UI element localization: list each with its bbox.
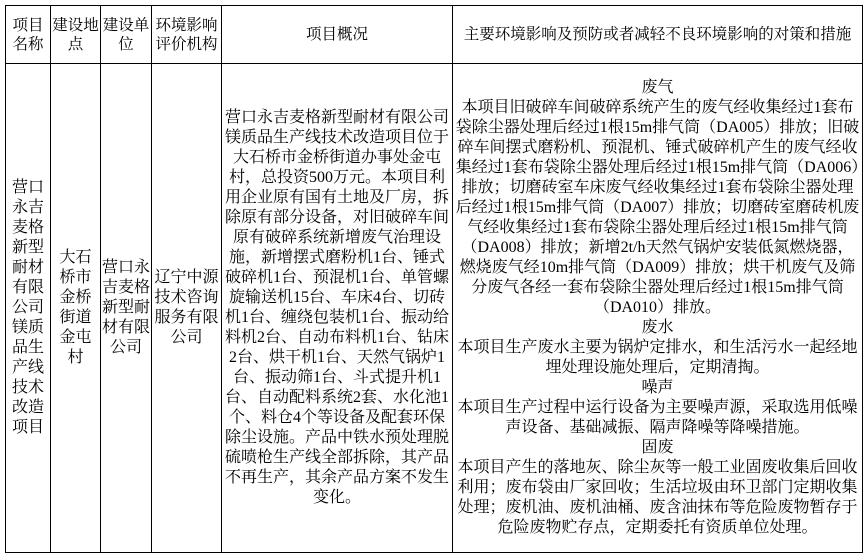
header-builder: 建设单位: [101, 6, 152, 64]
measure-heading-solid-waste: 固废: [641, 439, 674, 456]
overview-text: 营口永吉麦格新型耐材有限公司镁质品生产线技术改造项目位于大石桥市金桥街道办事处金屯村，总投资500万元。本项目利用企业原有国有土地及厂房，拆除原有部分设备，对旧破碎车间原有破碎系统新增废气治理设施，新增摆式磨粉机1台、锤式破碎机1台、预混机1台、单管螺旋输送机15台、车床4台、切砖机1台、缠绕包装机1台、振动给料机2台、自动布料机1台、钻床2台、烘干机1台、天然气锅炉1台、振动筛1台、斗式提升机1台、自动配料系统2套、水化池1个、料仓4个等设备及配套环保除尘设施。产品中铁水预处理脱硫喷枪生产线全部拆除，其产品不再生产，其余产品方案不发生变化。: [224, 109, 449, 506]
measure-heading-waste-water: 废水: [641, 319, 674, 336]
header-measures: 主要环境影响及预防或者减轻不良环境影响的对策和措施: [453, 6, 863, 64]
cell-eia-agency: 辽宁中源技术咨询服务有限公司: [152, 64, 222, 553]
measure-heading-waste-gas: 废气: [641, 79, 674, 96]
cell-measures: [453, 64, 863, 553]
cell-overview: [222, 64, 453, 553]
table-row: [6, 64, 863, 553]
header-row: [6, 6, 863, 64]
measure-text-solid-waste: 本项目产生的落地灰、除尘灰等一般工业固废收集后回收利用；废布袋由厂家回收；生活垃圾由环卫部门定期收集处理；废机油、废机油桶、废含油抹布等危险废物暂存于危险废物贮存点，定期委托有资质单位处理。: [457, 459, 858, 536]
eia-project-table: [5, 5, 863, 553]
header-eia-agency: 环境影响评价机构: [152, 6, 222, 64]
cell-builder: 营口永吉麦格新型耐材有限公司: [101, 64, 152, 553]
cell-location: 大石桥市金桥街道金屯村: [51, 64, 101, 553]
measure-text-noise: 本项目生产过程中运行设备为主要噪声源，采取选用低噪声设备、基础减振、隔声降噪等降噪措施。: [457, 399, 858, 436]
measure-heading-noise: 噪声: [641, 379, 674, 396]
measure-text-waste-gas: 本项目旧破碎车间破碎系统产生的废气经收集经过1套布袋除尘器处理后经过1根15m排气筒（DA005）排放；旧破碎车间摆式磨粉机、预混机、锤式破碎机产生的废气经收集经过1套布袋除尘器处理后经过1根15m排气筒（DA006）排放；切磨砖室车床废气经收集经过1套布袋除尘器处理后经过1根15m排气筒（DA007）排放；切磨砖室磨砖机废气经收集经过1套布袋除尘器处理后经过1根15m排气筒（DA008）排放；新增2t/h天然气锅炉安装低氮燃烧器，燃烧废气经10m排气筒（DA009）排放；烘干机废气及筛分废气各经一套布袋除尘器处理后经过1根15m排气筒（DA010）排放。: [455, 99, 860, 316]
header-location: 建设地点: [51, 6, 101, 64]
header-overview: 项目概况: [222, 6, 453, 64]
measure-text-waste-water: 本项目生产废水主要为锅炉定排水，和生活污水一起经地埋处理设施处理后，定期清掏。: [457, 339, 858, 376]
cell-project-name: 营口永吉麦格新型耐材有限公司镁质品生产线技术改造项目: [6, 64, 51, 553]
header-project-name: 项目名称: [6, 6, 51, 64]
